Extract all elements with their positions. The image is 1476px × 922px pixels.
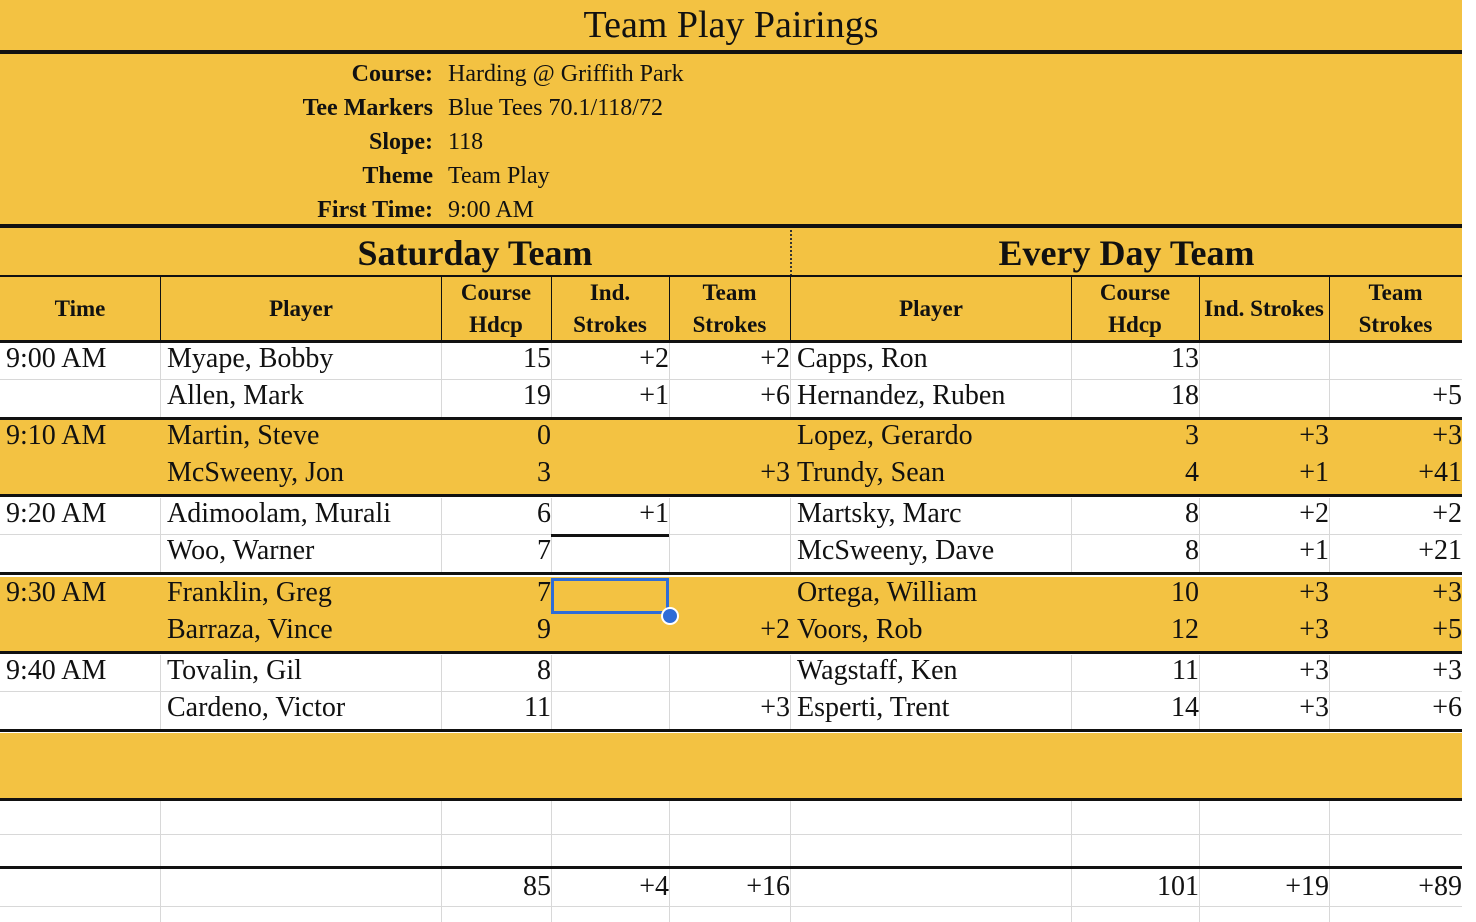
empty-group-band — [0, 733, 1462, 798]
ind-strokes-cell[interactable] — [551, 653, 676, 689]
ind-strokes-cell[interactable]: +3 — [1299, 655, 1329, 686]
player-cell[interactable]: Adimoolam, Murali — [167, 498, 391, 529]
column-header-time[interactable] — [0, 277, 160, 341]
player-cell[interactable]: Tovalin, Gil — [167, 655, 302, 686]
hdcp-cell[interactable]: 8 — [537, 655, 551, 686]
player-cell[interactable]: Cardeno, Victor — [167, 692, 346, 723]
cell-underline — [551, 534, 669, 537]
player-cell[interactable]: Myape, Bobby — [167, 343, 334, 374]
team-strokes-cell[interactable] — [1329, 341, 1469, 377]
ind-strokes-cell[interactable] — [1199, 341, 1336, 377]
ind-strokes-cell[interactable] — [551, 418, 676, 454]
team-strokes-cell[interactable]: +3 — [1432, 577, 1462, 608]
player-cell[interactable]: Capps, Ron — [797, 343, 928, 374]
hdcp-cell[interactable]: 9 — [537, 614, 551, 645]
info-label[interactable]: Theme — [362, 163, 433, 189]
column-header-player[interactable] — [161, 277, 441, 341]
hdcp-cell[interactable]: 0 — [537, 420, 551, 451]
ind-strokes-cell[interactable]: +3 — [1299, 692, 1329, 723]
player-cell[interactable]: Hernandez, Ruben — [797, 380, 1006, 411]
selected-cell[interactable] — [551, 578, 669, 614]
team-title-every-day[interactable]: Every Day Team — [998, 233, 1255, 273]
player-cell[interactable]: Voors, Rob — [797, 614, 923, 645]
tee-time[interactable]: 9:00 AM — [6, 343, 107, 374]
grid-line — [160, 869, 161, 922]
ind-strokes-cell[interactable] — [1199, 378, 1336, 414]
team-strokes-cell[interactable]: +3 — [1432, 420, 1462, 451]
player-cell[interactable]: Allen, Mark — [167, 380, 304, 411]
column-header-team-strokes[interactable] — [669, 277, 790, 341]
column-header-label: Ind. Strokes — [1204, 296, 1324, 321]
header-border — [1199, 277, 1200, 341]
team-strokes-cell[interactable]: +5 — [1432, 380, 1462, 411]
ind-strokes-cell[interactable]: +1 — [639, 498, 669, 529]
team-strokes-cell[interactable]: +5 — [1432, 614, 1462, 645]
team-strokes-cell[interactable]: +6 — [1432, 692, 1462, 723]
hdcp-cell[interactable]: 14 — [1171, 692, 1199, 723]
hdcp-cell[interactable]: 8 — [1185, 498, 1199, 529]
column-header-label: Ind. Strokes — [573, 280, 647, 337]
info-label[interactable]: Tee Markers — [302, 95, 433, 121]
player-cell[interactable]: Woo, Warner — [167, 535, 315, 566]
team-strokes-cell[interactable]: +41 — [1418, 457, 1462, 488]
hdcp-cell[interactable]: 11 — [1172, 655, 1199, 686]
total-cell[interactable]: +89 — [1418, 871, 1462, 902]
hdcp-cell[interactable]: 15 — [523, 343, 551, 374]
team-title-saturday[interactable]: Saturday Team — [357, 233, 593, 273]
info-label[interactable]: Course: — [351, 61, 433, 87]
hdcp-cell[interactable]: 8 — [1185, 535, 1199, 566]
header-border — [551, 277, 552, 341]
grid-line — [0, 834, 1462, 835]
hdcp-cell[interactable]: 18 — [1171, 380, 1199, 411]
player-cell[interactable]: Franklin, Greg — [167, 577, 332, 608]
tee-time[interactable]: 9:30 AM — [6, 577, 107, 608]
team-strokes-cell[interactable] — [669, 653, 797, 689]
player-cell[interactable]: Trundy, Sean — [797, 457, 946, 488]
column-header-label: Player — [269, 296, 333, 321]
team-strokes-cell[interactable]: +3 — [1432, 655, 1462, 686]
ind-strokes-cell[interactable]: +2 — [639, 343, 669, 374]
hdcp-cell[interactable]: 19 — [523, 380, 551, 411]
info-value[interactable]: 9:00 AM — [448, 197, 535, 223]
team-strokes-cell[interactable]: +3 — [760, 457, 790, 488]
total-cell[interactable]: 85 — [523, 871, 551, 902]
ind-strokes-cell[interactable] — [551, 533, 676, 569]
hdcp-cell[interactable]: 3 — [537, 457, 551, 488]
hdcp-cell[interactable]: 3 — [1185, 420, 1199, 451]
column-header-label: Team Strokes — [1358, 280, 1433, 337]
sheet-edge — [1462, 0, 1476, 922]
team-strokes-cell[interactable] — [669, 575, 797, 611]
player-cell[interactable]: Wagstaff, Ken — [797, 655, 958, 686]
ind-strokes-cell[interactable] — [551, 690, 676, 726]
player-cell[interactable]: Esperti, Trent — [797, 692, 950, 723]
team-strokes-cell[interactable]: +3 — [760, 692, 790, 723]
column-header-label: Team Strokes — [692, 280, 767, 337]
team-strokes-cell[interactable]: +2 — [760, 343, 790, 374]
column-header-label: Course Hdcp — [460, 280, 532, 337]
ind-strokes-cell[interactable] — [551, 455, 676, 491]
hdcp-cell[interactable]: 12 — [1171, 614, 1199, 645]
player-cell[interactable]: McSweeny, Dave — [797, 535, 995, 566]
ind-strokes-cell[interactable]: +2 — [1299, 498, 1329, 529]
column-header-team-strokes[interactable] — [1329, 277, 1462, 341]
team-strokes-cell[interactable] — [669, 418, 797, 454]
player-cell[interactable]: McSweeny, Jon — [167, 457, 345, 488]
column-header-player[interactable] — [791, 277, 1071, 341]
column-header-ind-strokes[interactable] — [1199, 277, 1329, 341]
total-cell[interactable]: 101 — [1157, 871, 1199, 902]
info-value[interactable]: Blue Tees 70.1/118/72 — [448, 95, 663, 121]
team-strokes-cell[interactable]: +21 — [1418, 535, 1462, 566]
column-header-label: Player — [899, 296, 963, 321]
ind-strokes-cell[interactable]: +1 — [639, 380, 669, 411]
team-strokes-cell[interactable]: +2 — [1432, 498, 1462, 529]
info-label[interactable]: First Time: — [317, 197, 433, 223]
team-strokes-cell[interactable] — [669, 496, 797, 532]
hdcp-cell[interactable]: 13 — [1171, 343, 1199, 374]
total-cell[interactable]: +19 — [1285, 871, 1329, 902]
column-header-ind-strokes[interactable] — [551, 277, 669, 341]
hdcp-cell[interactable]: 7 — [537, 535, 551, 566]
hdcp-cell[interactable]: 6 — [537, 498, 551, 529]
column-header-label: Course Hdcp — [1099, 280, 1171, 337]
header-border — [1071, 277, 1072, 341]
ind-strokes-cell[interactable]: +1 — [1299, 457, 1329, 488]
team-strokes-cell[interactable]: +6 — [760, 380, 790, 411]
hdcp-cell[interactable]: 11 — [524, 692, 551, 723]
team-divider — [790, 230, 792, 276]
total-cell[interactable]: +4 — [639, 871, 669, 902]
player-cell[interactable]: Martsky, Marc — [797, 498, 962, 529]
ind-strokes-cell[interactable] — [551, 612, 676, 648]
tee-time[interactable]: 9:10 AM — [6, 420, 107, 451]
ind-strokes-cell[interactable]: +3 — [1299, 577, 1329, 608]
header-border — [669, 277, 670, 341]
team-strokes-cell[interactable]: +2 — [760, 614, 790, 645]
hdcp-cell[interactable]: 7 — [537, 577, 551, 608]
ind-strokes-cell[interactable]: +3 — [1299, 614, 1329, 645]
sheet-title[interactable]: Team Play Pairings — [0, 0, 1462, 50]
info-value[interactable]: 118 — [448, 129, 484, 155]
player-cell[interactable]: Barraza, Vince — [167, 614, 333, 645]
info-label[interactable]: Slope: — [368, 129, 433, 155]
player-cell[interactable]: Lopez, Gerardo — [797, 420, 973, 451]
column-header-label: Time — [54, 296, 106, 321]
player-cell[interactable]: Ortega, William — [797, 577, 978, 608]
team-strokes-cell[interactable] — [669, 533, 797, 569]
group-divider — [0, 798, 1462, 801]
ind-strokes-cell[interactable]: +3 — [1299, 420, 1329, 451]
tee-time[interactable]: 9:20 AM — [6, 498, 107, 529]
column-header-course-hdcp[interactable] — [441, 277, 551, 341]
total-cell[interactable]: +16 — [746, 871, 790, 902]
fill-handle[interactable] — [661, 607, 679, 625]
hdcp-cell[interactable]: 10 — [1171, 577, 1199, 608]
tee-time[interactable]: 9:40 AM — [6, 655, 107, 686]
header-border — [790, 277, 791, 341]
info-value[interactable]: Harding @ Griffith Park — [448, 61, 684, 87]
info-value[interactable]: Team Play — [448, 163, 550, 189]
column-header-course-hdcp[interactable] — [1071, 277, 1199, 341]
header-border — [160, 277, 161, 341]
header-border — [1329, 277, 1330, 341]
header-border — [441, 277, 442, 341]
grid-line — [0, 906, 1462, 907]
group-divider — [0, 729, 1462, 732]
player-cell[interactable]: Martin, Steve — [167, 420, 320, 451]
hdcp-cell[interactable]: 4 — [1185, 457, 1199, 488]
ind-strokes-cell[interactable]: +1 — [1299, 535, 1329, 566]
